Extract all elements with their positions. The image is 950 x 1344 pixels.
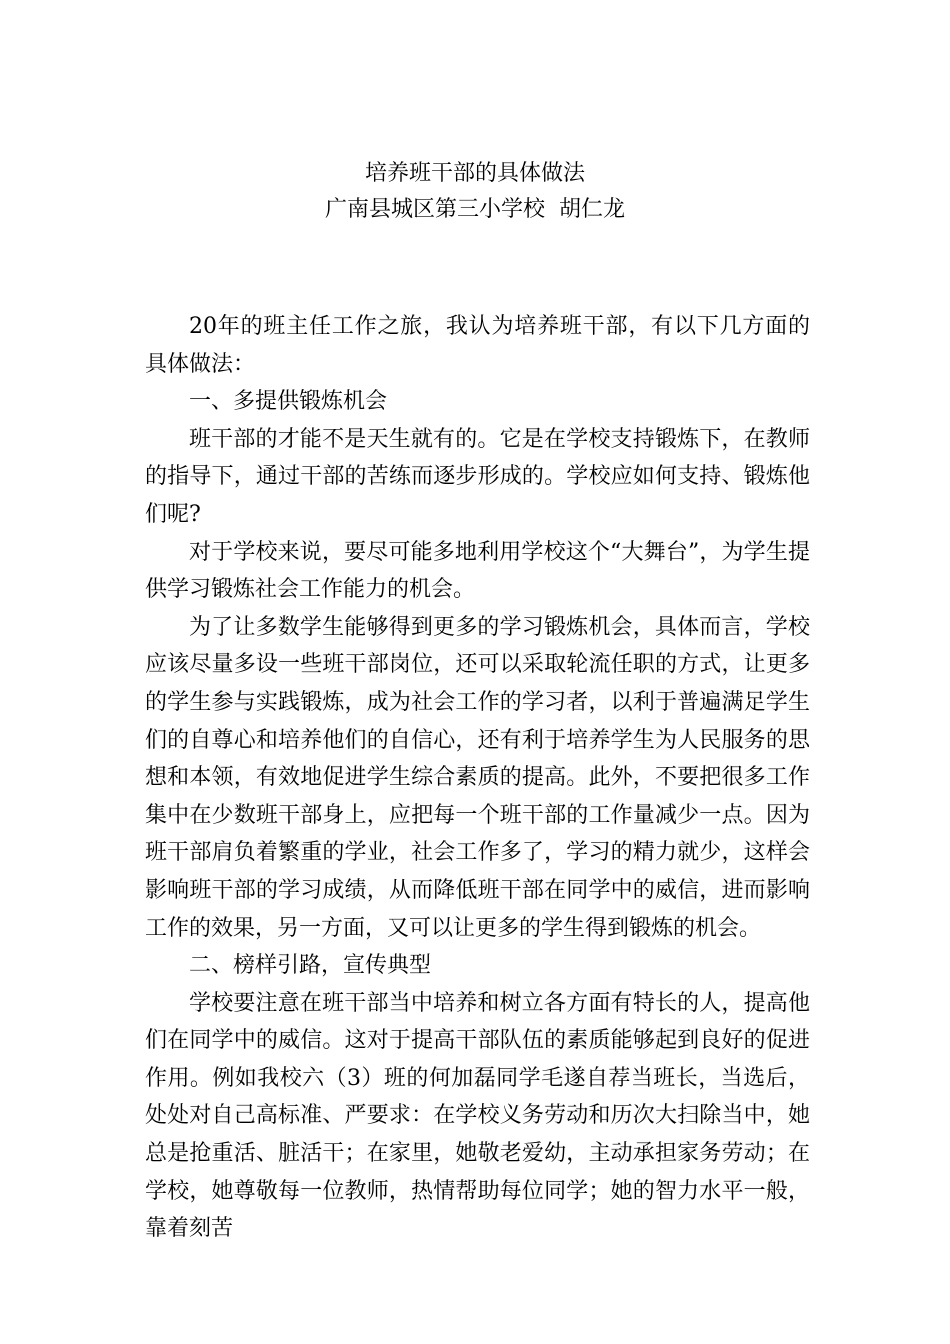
author-line: 广南县城区第三小学校 胡仁龙	[325, 197, 625, 222]
title-block	[0, 156, 950, 228]
body-paragraph: 对于学校来说，要尽可能多地利用学校这个“大舞台”，为学生提供学习锻炼社会工作能力的机会。	[145, 539, 810, 603]
body-paragraph: 班干部的才能不是天生就有的。它是在学校支持锻炼下，在教师的指导下，通过干部的苦练而逐步形成的。学校应如何支持、锻炼他们呢?	[145, 426, 810, 527]
section-heading-1: 一、多提供锻炼机会	[189, 389, 388, 415]
intro-paragraph: 20年的班主任工作之旅，我认为培养班干部，有以下几方面的具体做法：	[145, 314, 810, 377]
body-paragraph: 学校要注意在班干部当中培养和树立各方面有特长的人，提高他们在同学中的威信。这对于提高干部队伍的素质能够起到良好的促进作用。例如我校六（3）班的何加磊同学毛遂自荐当班长，当选后，处处对自己高标准、严要求：在学校义务劳动和历次大扫除当中，她总是抢重活、脏活干；在家里，她敬老爱幼，主动承担家务劳动；在学校，她尊敬每一位教师，热情帮助每位同学；她的智力水平一般，靠着刻苦	[145, 990, 810, 1242]
document-title: 培养班干部的具体做法	[364, 161, 585, 186]
body-paragraph: 为了让多数学生能够得到更多的学习锻炼机会，具体而言，学校应该尽量多设一些班干部岗位，还可以采取轮流任职的方式，让更多的学生参与实践锻炼，成为社会工作的学习者，以利于普遍满足学生们的自尊心和培养他们的自信心，还有利于培养学生为人民服务的思想和本领，有效地促进学生综合素质的提高。此外，不要把很多工作集中在少数班干部身上，应把每一个班干部的工作量减少一点。因为班干部肩负着繁重的学业，社会工作多了，学习的精力就少，这样会影响班干部的学习成绩，从而降低班干部在同学中的威信，进而影响工作的效果，另一方面，又可以让更多的学生得到锻炼的机会。	[145, 614, 810, 941]
section-heading-2: 二、榜样引路，宣传典型	[189, 953, 432, 979]
document-body	[145, 308, 810, 1248]
